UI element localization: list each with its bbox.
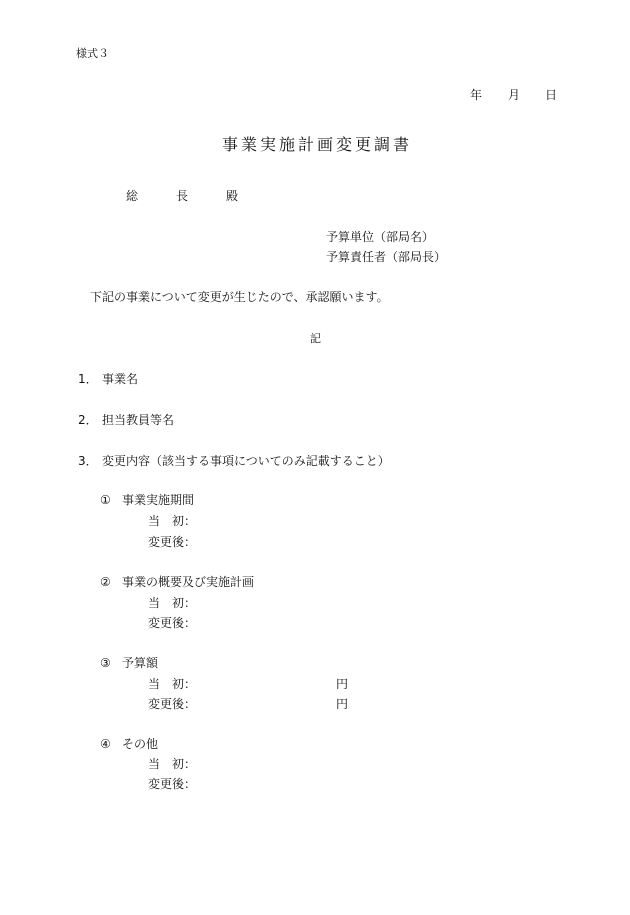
row-initial: 当 初： [148,677,197,691]
addressee-char-1: 総 [126,189,139,203]
item-number: ② [100,575,111,589]
row-changed: 変更後： [148,777,197,791]
section-label-staff: 担当教員等名 [102,413,175,427]
section-number: 3． [78,454,98,468]
item-label-period: 事業実施期間 [122,493,195,507]
ki-heading: 記 [310,332,321,345]
budget-unit: 予算単位（部局名） [326,230,435,244]
date-day: 日 [545,88,558,102]
request-text: 下記の事業について変更が生じたので、承認願います。 [90,290,389,304]
addressee-char-3: 殿 [226,189,239,203]
item-label-overview: 事業の概要及び実施計画 [122,575,255,589]
budget-manager: 予算責任者（部局長） [326,250,447,264]
row-changed: 変更後： [148,535,197,549]
date-year: 年 [470,88,483,102]
row-changed: 変更後： [148,616,197,630]
yen-unit: 円 [336,677,349,691]
document-title: 事業実施計画変更調書 [222,135,413,154]
row-initial: 当 初： [148,514,197,528]
section-number: 1． [78,372,98,386]
row-initial: 当 初： [148,596,197,610]
item-label-other: その他 [122,737,159,751]
date-month: 月 [508,88,521,102]
row-initial: 当 初： [148,757,197,771]
addressee-char-2: 長 [176,189,189,203]
section-number: 2． [78,413,98,427]
item-number: ③ [100,656,111,670]
row-changed: 変更後： [148,697,197,711]
item-number: ④ [100,737,111,751]
section-label-changes: 変更内容（該当する事項についてのみ記載すること） [102,454,390,468]
item-number: ① [100,493,111,507]
item-label-budget: 予算額 [122,656,159,670]
form-number: 様式３ [76,47,109,60]
section-label-project-name: 事業名 [102,372,139,386]
yen-unit: 円 [336,697,349,711]
